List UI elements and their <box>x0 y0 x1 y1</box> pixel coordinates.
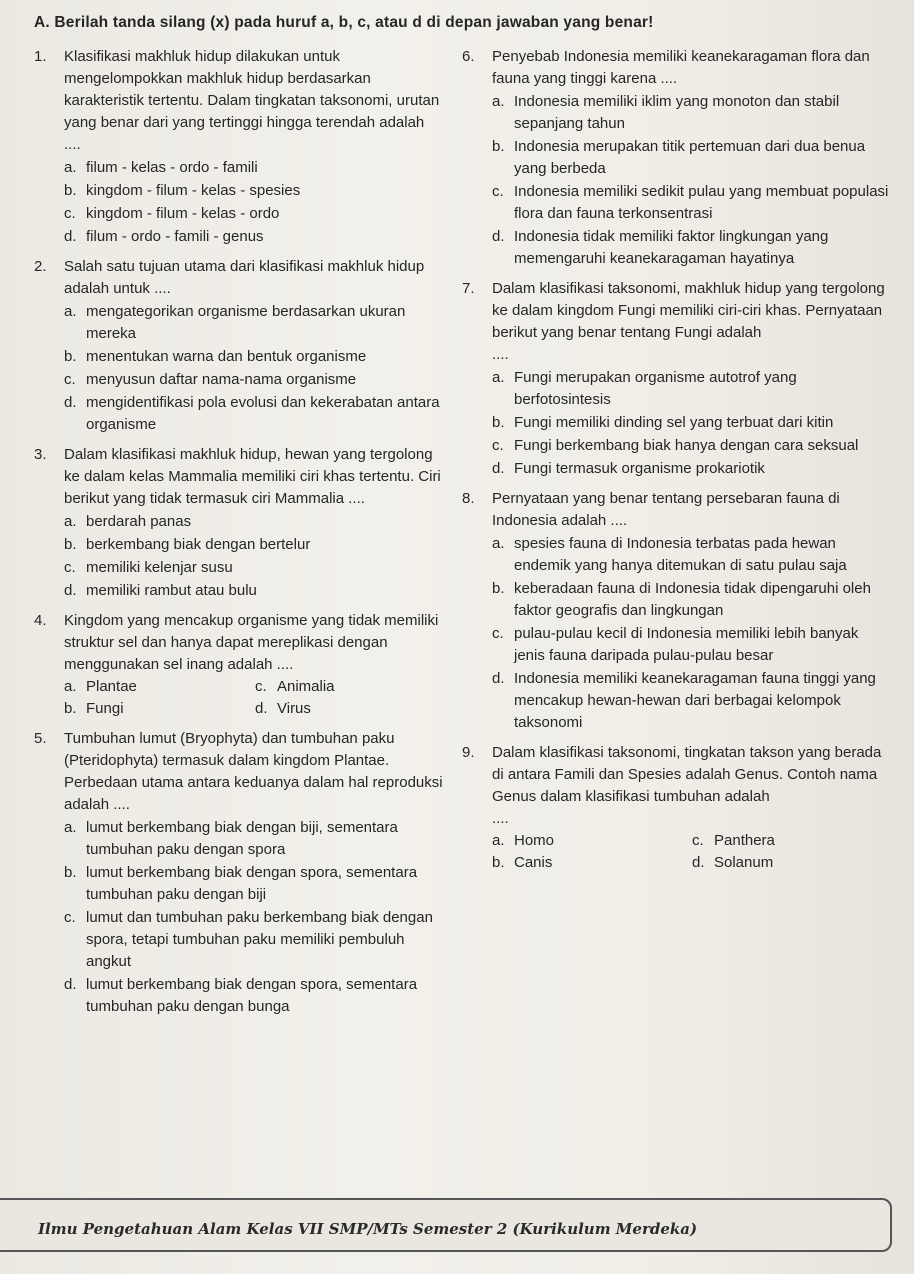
option-letter: b. <box>64 864 77 881</box>
answer-option <box>64 346 446 368</box>
option-letter: a. <box>492 535 505 552</box>
option-letter: b. <box>492 138 505 155</box>
option-text: Homo <box>514 832 555 849</box>
option-letter: d. <box>64 394 77 411</box>
answer-option <box>492 830 692 852</box>
answer-option <box>492 181 892 225</box>
question-6 <box>462 46 892 270</box>
option-text: Animalia <box>277 678 335 695</box>
question-stem <box>462 278 892 344</box>
option-text: Fungi berkembang biak hanya dengan cara seksual <box>514 437 859 454</box>
option-letter: a. <box>492 369 505 386</box>
question-2 <box>34 256 446 436</box>
answer-option <box>64 392 446 436</box>
question-text: Dalam klasifikasi taksonomi, makhluk hidup yang tergolong ke dalam kingdom Fungi memiliki ciri-ciri khas. Pernyataan berikut yang benar tentang Fungi adalah <box>492 280 885 341</box>
option-letter: c. <box>492 437 504 454</box>
question-stem <box>34 610 446 676</box>
option-letter: a. <box>492 93 505 110</box>
option-letter: d. <box>492 228 505 245</box>
option-text: lumut berkembang biak dengan spora, sementara tumbuhan paku dengan bunga <box>86 976 418 1015</box>
option-text: Canis <box>514 854 553 871</box>
option-text: Indonesia memiliki iklim yang monoton dan stabil sepanjang tahun <box>514 93 840 132</box>
option-text: memiliki rambut atau bulu <box>86 582 257 599</box>
answer-option <box>492 136 892 180</box>
option-text: berkembang biak dengan bertelur <box>86 536 311 553</box>
option-letter: c. <box>255 678 267 695</box>
answer-option <box>64 157 446 179</box>
answer-option <box>64 698 255 720</box>
option-text: Plantae <box>86 678 137 695</box>
question-number: 3. <box>34 446 47 463</box>
answer-option <box>64 511 446 533</box>
option-text: berdarah panas <box>86 513 192 530</box>
question-text: Tumbuhan lumut (Bryophyta) dan tumbuhan paku (Pteridophyta) termasuk dalam kingdom Plantae. Perbedaan utama antara keduanya dalam hal reproduksi adalah .... <box>64 730 443 813</box>
option-text: pulau-pulau kecil di Indonesia memiliki lebih banyak jenis fauna daripada pulau-pulau besar <box>514 625 859 664</box>
answer-option <box>64 907 446 973</box>
option-text: Solanum <box>714 854 774 871</box>
answer-option <box>64 817 446 861</box>
question-number: 9. <box>462 744 475 761</box>
option-text: Panthera <box>714 832 775 849</box>
question-number: 4. <box>34 612 47 629</box>
option-letter: c. <box>64 559 76 576</box>
question-stem <box>462 46 892 90</box>
question-blank: .... <box>492 810 509 827</box>
answer-option <box>64 369 446 391</box>
answer-option <box>492 668 892 734</box>
option-text: menyusun daftar nama-nama organisme <box>86 371 357 388</box>
option-letter: c. <box>64 371 76 388</box>
option-letter: b. <box>492 854 505 871</box>
answer-option <box>255 676 446 698</box>
option-text: Indonesia memiliki keanekaragaman fauna tinggi yang mencakup hewan-hewan dari berbagai kelompok taksonomi <box>514 670 876 731</box>
option-letter: d. <box>64 582 77 599</box>
question-text: Klasifikasi makhluk hidup dilakukan untuk mengelompokkan makhluk hidup berdasarkan karakteristik tertentu. Dalam tingkatan taksonomi, urutan yang benar dari yang tertinggi hingga terendah adalah <box>64 48 440 131</box>
option-text: Fungi memiliki dinding sel yang terbuat dari kitin <box>514 414 834 431</box>
option-letter: a. <box>64 513 77 530</box>
question-stem <box>462 488 892 532</box>
answer-option <box>492 367 892 411</box>
answer-option <box>692 852 892 874</box>
answer-option <box>492 852 692 874</box>
book-title: Ilmu Pengetahuan Alam Kelas VII SMP/MTs Semester 2 (Kurikulum Merdeka) <box>38 1220 698 1238</box>
option-letter: c. <box>692 832 704 849</box>
question-blank: .... <box>492 346 509 363</box>
answer-option-row <box>492 830 892 852</box>
question-7 <box>462 278 892 480</box>
answer-option <box>492 458 892 480</box>
question-blank: .... <box>64 136 81 153</box>
option-text: lumut dan tumbuhan paku berkembang biak dengan spora, tetapi tumbuhan paku memiliki pembuluh angkut <box>86 909 433 970</box>
page-footer <box>0 1198 892 1252</box>
option-letter: c. <box>64 909 76 926</box>
option-text: Fungi termasuk organisme prokariotik <box>514 460 765 477</box>
answer-option <box>64 180 446 202</box>
option-text: filum - ordo - famili - genus <box>86 228 264 245</box>
option-text: Fungi merupakan organisme autotrof yang berfotosintesis <box>514 369 797 408</box>
option-letter: d. <box>692 854 705 871</box>
question-text: Pernyataan yang benar tentang persebaran fauna di Indonesia adalah .... <box>492 490 840 529</box>
option-letter: b. <box>64 536 77 553</box>
option-letter: d. <box>64 976 77 993</box>
question-stem <box>462 742 892 808</box>
section-instruction: A. Berilah tanda silang (x) pada huruf a, b, c, atau d di depan jawaban yang benar! <box>34 14 654 31</box>
question-text: Salah satu tujuan utama dari klasifikasi makhluk hidup adalah untuk .... <box>64 258 425 297</box>
option-letter: a. <box>64 678 77 695</box>
option-letter: d. <box>492 670 505 687</box>
option-letter: c. <box>64 205 76 222</box>
option-letter: a. <box>64 159 77 176</box>
question-stem <box>34 728 446 816</box>
question-text: Kingdom yang mencakup organisme yang tidak memiliki struktur sel dan hanya dapat mereplikasi dengan menggunakan sel inang adalah .... <box>64 612 439 673</box>
question-stem <box>34 256 446 300</box>
answer-option <box>64 534 446 556</box>
answer-option <box>492 435 892 457</box>
answer-option <box>492 412 892 434</box>
option-letter: b. <box>492 580 505 597</box>
option-letter: c. <box>492 625 504 642</box>
answer-option <box>64 862 446 906</box>
option-text: filum - kelas - ordo - famili <box>86 159 258 176</box>
answer-option <box>64 580 446 602</box>
answer-option-row <box>64 698 446 720</box>
option-letter: b. <box>64 182 77 199</box>
option-text: Virus <box>277 700 311 717</box>
option-letter: d. <box>255 700 268 717</box>
option-text: memiliki kelenjar susu <box>86 559 233 576</box>
question-9 <box>462 742 892 874</box>
answer-option <box>492 226 892 270</box>
question-number: 6. <box>462 48 475 65</box>
answer-option <box>492 578 892 622</box>
answer-option <box>64 974 446 1018</box>
option-text: kingdom - filum - kelas - ordo <box>86 205 280 222</box>
option-text: lumut berkembang biak dengan biji, sementara tumbuhan paku dengan spora <box>86 819 398 858</box>
question-text: Dalam klasifikasi taksonomi, tingkatan takson yang berada di antara Famili dan Spesies adalah Genus. Contoh nama Genus dalam klasifikasi tumbuhan adalah <box>492 744 882 805</box>
question-text: Penyebab Indonesia memiliki keanekaragaman flora dan fauna yang tinggi karena .... <box>492 48 870 87</box>
right-column <box>462 46 892 882</box>
question-text: Dalam klasifikasi makhluk hidup, hewan yang tergolong ke dalam kelas Mammalia memiliki ciri khas tertentu. Ciri berikut yang tidak termasuk ciri Mammalia .... <box>64 446 441 507</box>
answer-option <box>64 301 446 345</box>
question-1 <box>34 46 446 248</box>
answer-option <box>692 830 892 852</box>
question-5 <box>34 728 446 1018</box>
question-stem <box>34 46 446 134</box>
option-text: mengidentifikasi pola evolusi dan kekerabatan antara organisme <box>86 394 440 433</box>
left-column <box>34 46 446 1026</box>
option-text: Indonesia memiliki sedikit pulau yang membuat populasi flora dan fauna terkonsentrasi <box>514 183 889 222</box>
option-text: lumut berkembang biak dengan spora, sementara tumbuhan paku dengan biji <box>86 864 418 903</box>
answer-option <box>492 91 892 135</box>
answer-option <box>492 623 892 667</box>
option-letter: c. <box>492 183 504 200</box>
answer-option <box>64 203 446 225</box>
answer-option <box>64 557 446 579</box>
question-number: 1. <box>34 48 47 65</box>
option-letter: d. <box>64 228 77 245</box>
option-text: spesies fauna di Indonesia terbatas pada hewan endemik yang hanya ditemukan di satu pulau saja <box>514 535 847 574</box>
option-text: Fungi <box>86 700 124 717</box>
answer-option <box>64 676 255 698</box>
option-letter: b. <box>64 700 77 717</box>
option-letter: d. <box>492 460 505 477</box>
option-letter: b. <box>492 414 505 431</box>
answer-option <box>492 533 892 577</box>
option-text: Indonesia tidak memiliki faktor lingkungan yang memengaruhi keanekaragaman hayatinya <box>514 228 829 267</box>
option-letter: a. <box>64 819 77 836</box>
answer-option-row <box>64 676 446 698</box>
question-number: 5. <box>34 730 47 747</box>
option-letter: a. <box>492 832 505 849</box>
question-number: 8. <box>462 490 475 507</box>
question-4 <box>34 610 446 720</box>
question-3 <box>34 444 446 602</box>
answer-option <box>255 698 446 720</box>
question-number: 7. <box>462 280 475 297</box>
question-8 <box>462 488 892 734</box>
option-text: kingdom - filum - kelas - spesies <box>86 182 301 199</box>
option-letter: b. <box>64 348 77 365</box>
option-letter: a. <box>64 303 77 320</box>
question-number: 2. <box>34 258 47 275</box>
question-stem <box>34 444 446 510</box>
option-text: Indonesia merupakan titik pertemuan dari dua benua yang berbeda <box>514 138 866 177</box>
answer-option-row <box>492 852 892 874</box>
option-text: menentukan warna dan bentuk organisme <box>86 348 367 365</box>
option-text: keberadaan fauna di Indonesia tidak dipengaruhi oleh faktor geografis dan lingkungan <box>514 580 871 619</box>
option-text: mengategorikan organisme berdasarkan ukuran mereka <box>86 303 406 342</box>
answer-option <box>64 226 446 248</box>
